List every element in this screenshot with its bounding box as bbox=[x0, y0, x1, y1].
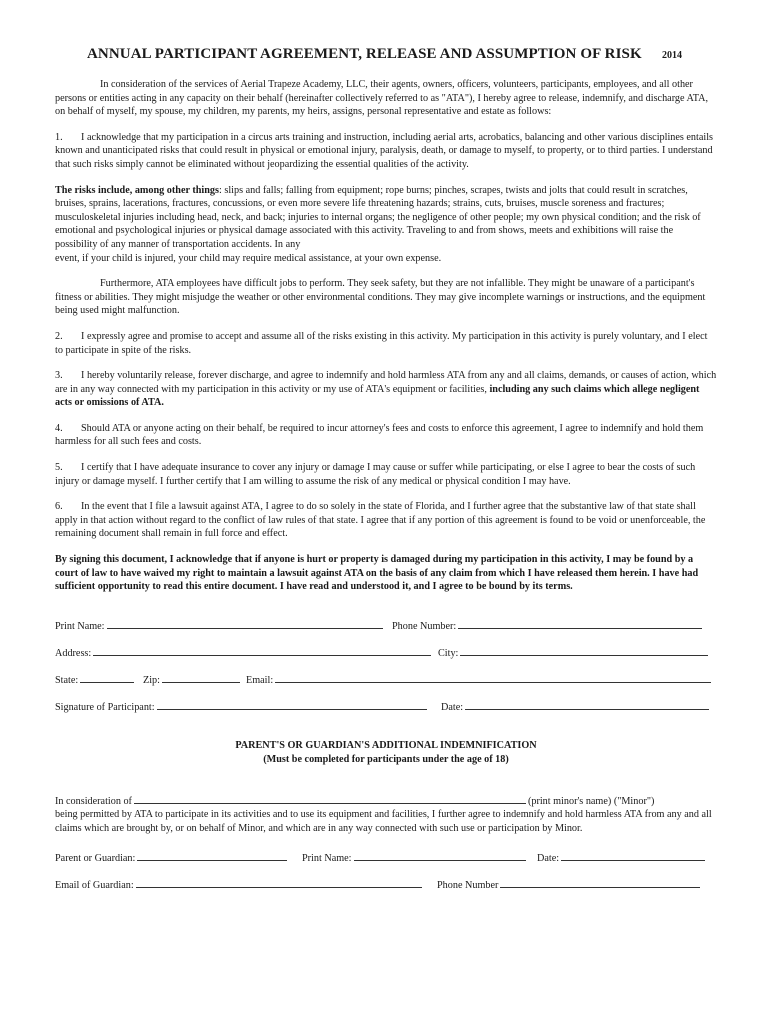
clause-text: In the event that I file a lawsuit against ATA, I agree to do so solely in the state of Florida, and I further agree that the substantive law of that state shall apply in that action without regard to the conflict of law rules of that state. I agree that if any portion of this agreement is found to be void or unenforceable, the remaining document shall remain in full force and effect. bbox=[55, 501, 706, 540]
clause-number: 6. bbox=[55, 501, 63, 513]
address-label: Address: bbox=[55, 647, 92, 659]
guardian-phone-field[interactable] bbox=[437, 877, 702, 893]
print-name-line[interactable] bbox=[107, 618, 383, 629]
signature-field[interactable] bbox=[55, 699, 429, 715]
clause-number: 1. bbox=[55, 131, 63, 143]
zip-line[interactable] bbox=[162, 672, 240, 683]
zip-label: Zip: bbox=[143, 674, 160, 686]
clause-2 bbox=[55, 330, 717, 357]
guardian-print-name-label: Print Name: bbox=[302, 852, 352, 864]
signature-label: Signature of Participant: bbox=[55, 701, 155, 713]
email-field[interactable] bbox=[246, 672, 713, 688]
guardian-phone-line[interactable] bbox=[500, 877, 700, 888]
intro-paragraph: In consideration of the services of Aerial Trapeze Academy, LLC, their agents, owners, officers, volunteers, participants, employees, and all other persons or entities acting in any capacity on their behalf (hereinafter collectively referred to as "ATA"), I hereby agree to release, indemnify, and discharge ATA, on behalf of myself, my spouse, my children, my parents, my heirs, assigns, personal representative and estate as follows: bbox=[55, 79, 709, 118]
clause-3 bbox=[55, 369, 717, 410]
document-title: ANNUAL PARTICIPANT AGREEMENT, RELEASE AND ASSUMPTION OF RISK bbox=[87, 46, 642, 62]
parent-guardian-line[interactable] bbox=[137, 850, 287, 861]
phone-number-line[interactable] bbox=[458, 618, 702, 629]
name-phone-row bbox=[55, 618, 717, 632]
consideration-lead: In consideration of bbox=[55, 795, 132, 807]
furthermore-paragraph: Furthermore, ATA employees have difficult jobs to perform. They seek safety, but they are not infallible. They might be unaware of a participant's fitness or abilities. They might misjudge the weather or other environmental conditions. They may give incomplete warnings or instructions, and the equipment being used might malfunction. bbox=[55, 278, 706, 317]
guardian-phone-label: Phone Number bbox=[437, 879, 499, 891]
clause-text: I certify that I have adequate insurance to cover any injury or damage I may cause or suffer while participating, or else I agree to bear the costs of such injury or damage myself. I further certify that I am willing to assume the risk of any medical or physical condition I may have. bbox=[55, 462, 696, 487]
state-label: State: bbox=[55, 674, 79, 686]
guardian-email-line[interactable] bbox=[136, 877, 422, 888]
guardian-subheading: (Must be completed for participants under the age of 18) bbox=[263, 753, 509, 765]
email-label: Email: bbox=[246, 674, 274, 686]
date-field[interactable] bbox=[441, 699, 711, 715]
address-field[interactable] bbox=[55, 645, 433, 661]
address-city-row bbox=[55, 645, 717, 659]
date-line[interactable] bbox=[465, 699, 709, 710]
guardian-print-name-field[interactable] bbox=[302, 850, 528, 866]
city-label: City: bbox=[438, 647, 459, 659]
clause-1 bbox=[55, 131, 717, 172]
clause-3-bold: including any such claims which allege negligent acts or omissions of ATA. bbox=[55, 383, 700, 409]
acknowledgement-paragraph: By signing this document, I acknowledge that if anyone is hurt or property is damaged during my participation in this activity, I may be found by a court of law to have waived my right to maintain a lawsuit against ATA on the basis of any claim from which I have released them herein. I have had sufficient opportunity to read this entire document. I have read and understood it, and I agree to be bound by its terms. bbox=[55, 554, 699, 593]
phone-number-field[interactable] bbox=[392, 618, 704, 634]
risks-lead: The risks include, among other things bbox=[55, 184, 219, 196]
guardian-date-label: Date: bbox=[537, 852, 560, 864]
clause-text: I hereby voluntarily release, forever discharge, and agree to indemnify and hold harmless ATA from any and all claims, demands, or causes of action, which are in any way connected with my participation in this activity or my use of ATA's equipment or facilities, bbox=[55, 370, 717, 395]
agreement-page bbox=[55, 46, 717, 891]
city-line[interactable] bbox=[460, 645, 708, 656]
guardian-email-field[interactable] bbox=[55, 877, 424, 893]
clause-number: 4. bbox=[55, 422, 63, 434]
zip-field[interactable] bbox=[143, 672, 242, 688]
clause-5 bbox=[55, 461, 717, 488]
email-line[interactable] bbox=[275, 672, 711, 683]
state-field[interactable] bbox=[55, 672, 136, 688]
guardian-date-line[interactable] bbox=[561, 850, 705, 861]
clause-number: 5. bbox=[55, 462, 63, 474]
guardian-contact-row bbox=[55, 877, 717, 891]
phone-number-label: Phone Number: bbox=[392, 620, 457, 632]
address-line[interactable] bbox=[93, 645, 431, 656]
state-line[interactable] bbox=[80, 672, 134, 683]
print-name-label: Print Name: bbox=[55, 620, 105, 632]
document-year: 2014 bbox=[662, 50, 682, 61]
state-zip-email-row bbox=[55, 672, 717, 686]
consideration-body: being permitted by ATA to participate in its activities and to use its equipment and facilities, I further agree to indemnify and hold harmless ATA from any and all claims which are brought by, or on behalf of Minor, and which are in any way connected with such use or participation by Minor. bbox=[55, 809, 712, 834]
guardian-date-field[interactable] bbox=[537, 850, 707, 866]
parent-guardian-field[interactable] bbox=[55, 850, 289, 866]
guardian-signature-row bbox=[55, 850, 717, 864]
guardian-consideration bbox=[55, 793, 717, 836]
guardian-heading: PARENT'S OR GUARDIAN'S ADDITIONAL INDEMNIFICATION bbox=[235, 739, 537, 751]
guardian-email-label: Email of Guardian: bbox=[55, 879, 134, 891]
signature-line[interactable] bbox=[157, 699, 427, 710]
risks-text: : slips and falls; falling from equipment; rope burns; pinches, scrapes, twists and jolts that could result in scratches, bruises, sprains, lacerations, fractures, concussions, or even more severe life threatening hazards; strains, cuts, bruises, muscle soreness and fractures; musculoskeletal injuries including head, neck, and back; injuries to internal organs; the negligence of other people; my own physical condition; and the risk of emotional and psychological injuries or physical damage associated with this activity. Traveling to and from shows, meets and exhibitions will raise the possibility of any manner of transportation accidents. In any bbox=[55, 184, 701, 250]
guardian-print-name-line[interactable] bbox=[354, 850, 526, 861]
consideration-tail: (print minor's name) ("Minor") bbox=[527, 795, 655, 807]
clause-number: 3. bbox=[55, 370, 63, 382]
minor-name-line[interactable] bbox=[134, 793, 526, 804]
clause-text: Should ATA or anyone acting on their behalf, be required to incur attorney's fees and costs to enforce this agreement, I agree to indemnify and hold them harmless for all such fees and costs. bbox=[55, 422, 704, 448]
date-label: Date: bbox=[441, 701, 464, 713]
title-row bbox=[55, 46, 717, 70]
print-name-field[interactable] bbox=[55, 618, 385, 634]
clause-number: 2. bbox=[55, 330, 63, 342]
clause-4 bbox=[55, 422, 717, 449]
signature-date-row bbox=[55, 699, 717, 713]
risks-paragraph bbox=[55, 184, 717, 266]
clause-6 bbox=[55, 500, 717, 541]
clause-text: I expressly agree and promise to accept and assume all of the risks existing in this activity. My participation in this activity is purely voluntary, and I elect to participate in spite of the risks. bbox=[55, 330, 708, 356]
risks-tail: event, if your child is injured, your child may require medical assistance, at your own expense. bbox=[55, 252, 442, 264]
parent-guardian-label: Parent or Guardian: bbox=[55, 852, 136, 864]
city-field[interactable] bbox=[438, 645, 710, 661]
clause-text: I acknowledge that my participation in a circus arts training and instruction, including aerial arts, acrobatics, balancing and other various disciplines entails known and unanticipated risks that could result in physical or emotional injury, paralysis, death, or damage to myself, to property, or to third parties. I understand that such risks simply cannot be eliminated without jeopardizing the essential qualities of the activity. bbox=[55, 131, 713, 170]
